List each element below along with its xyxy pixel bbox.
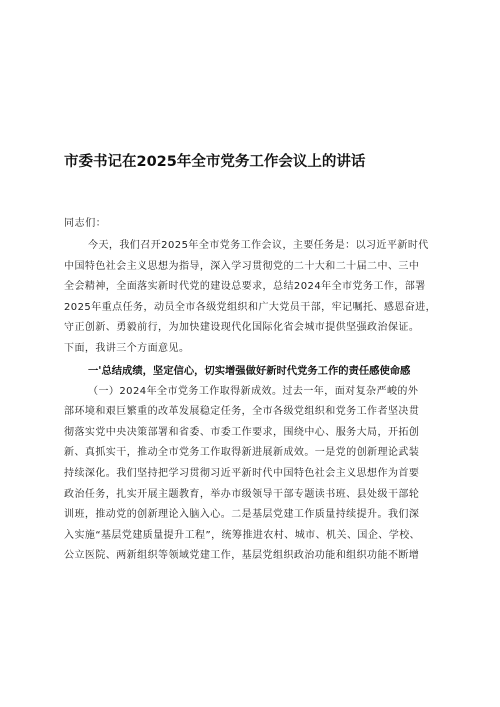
section-heading-1: 一'总结成绩，坚定信心，切实增强做好新时代党务工作的责任感使命感 xyxy=(88,364,411,377)
paragraph-line: （一）2024年全市党务工作取得新成效。过去一年，面对复杂严峻的外 xyxy=(88,385,419,397)
paragraph-line: 政治任务，扎实开展主题教育，举办市级领导干部专题读书班、县处级干部轮 xyxy=(64,488,420,500)
paragraph-1 xyxy=(64,236,444,360)
paragraph-line: 下面，我讲三个方面意见。 xyxy=(64,342,190,354)
paragraph-line: 新、真抓实干，推动全市党务工作取得新进展新成效。一是党的创新理论武装 xyxy=(64,447,420,459)
paragraph-line: 部环境和艰巨繁重的改革发展稳定任务，全市各级党组织和党务工作者坚决贯 xyxy=(64,406,420,418)
paragraph-line: 2025年重点任务，动员全市各级党组织和广大党员干部，牢记嘱托、感恩奋进， xyxy=(64,301,437,313)
document-body xyxy=(64,236,444,567)
paragraph-line: 训班，推动党的创新理论入脑入心。二是基层党建工作质量持续提升。我们深 xyxy=(64,509,420,521)
paragraph-2 xyxy=(64,382,444,567)
paragraph-line: 中国特色社会主义思想为指导，深入学习贯彻党的二十大和二十届二中、三中 xyxy=(64,260,420,272)
paragraph-line: 入实施“基层党建质量提升工程”，统筹推进农村、城市、机关、国企、学校、 xyxy=(64,529,421,541)
paragraph-line: 公立医院、两新组织等领域党建工作，基层党组织政治功能和组织功能不断增 xyxy=(64,550,420,562)
document-title: 市委书记在2025年全市党务工作会议上的讲话 xyxy=(64,154,366,170)
paragraph-line: 今天，我们召开2025年全市党务工作会议，主要任务是：以习近平新时代 xyxy=(88,240,429,251)
salutation: 同志们： xyxy=(64,218,107,229)
paragraph-line: 守正创新、勇毅前行，为加快建设现代化国际化省会城市提供坚强政治保证。 xyxy=(64,322,420,334)
paragraph-line: 持续深化。我们坚持把学习贯彻习近平新时代中国特色社会主义思想作为首要 xyxy=(64,467,420,479)
paragraph-line: 彻落实党中央决策部署和省委、市委工作要求，围绕中心、服务大局，开拓创 xyxy=(64,426,420,438)
paragraph-line: 全会精神，全面落实新时代党的建设总要求，总结2024年全市党务工作，部署 xyxy=(64,281,426,293)
